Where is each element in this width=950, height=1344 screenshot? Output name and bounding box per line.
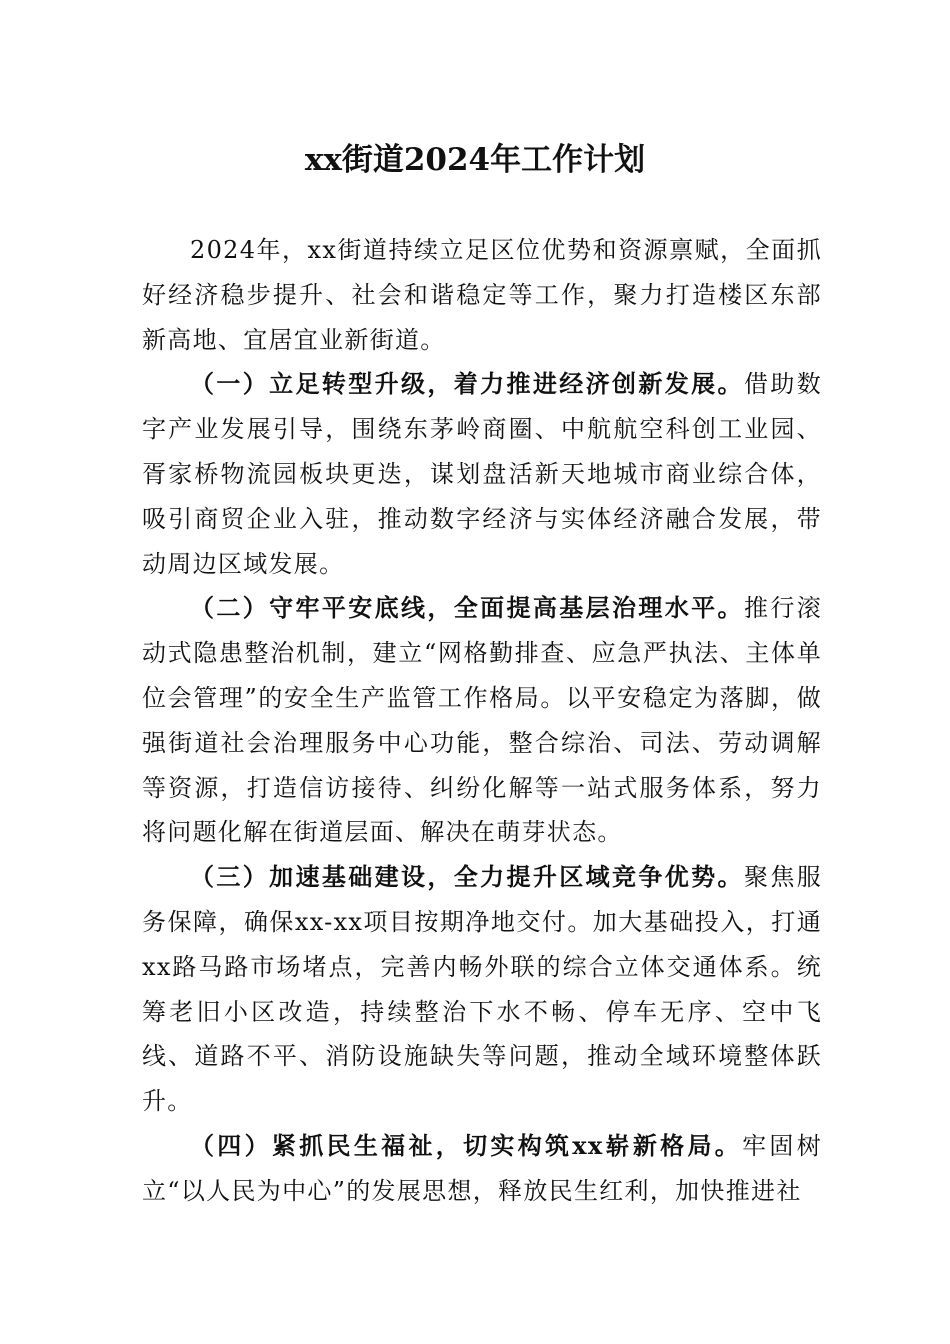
section-3-paragraph	[142, 855, 822, 1124]
intro-paragraph: 2024年，xx街道持续立足区位优势和资源禀赋，全面抓好经济稳步提升、社会和谐稳定等工作，聚力打造楼区东部新高地、宜居宜业新街道。	[142, 236, 822, 354]
document-body	[142, 228, 822, 1214]
section-2-heading: （二）守牢平安底线，全面提高基层治理水平。	[190, 593, 744, 623]
section-1-heading: （一）立足转型升级，着力推进经济创新发展。	[190, 369, 744, 399]
document-title: xx街道2024年工作计划	[304, 142, 646, 178]
section-3-heading: （三）加速基础建设，全力提升区域竞争优势。	[190, 862, 744, 892]
section-3-body: 聚焦服务保障，确保xx-xx项目按期净地交付。加大基础投入，打通xx路马路市场堵点，完善内畅外联的综合立体交通体系。统筹老旧小区改造，持续整治下水不畅、停车无序、空中飞线、道路不平、消防设施缺失等问题，推动全域环境整体跃升。	[142, 863, 822, 1116]
section-4-paragraph	[142, 1124, 822, 1214]
section-4-heading: （四）紧抓民生福祉，切实构筑xx崭新格局。	[190, 1130, 743, 1160]
section-2-body: 推行滚动式隐患整治机制，建立“网格勤排查、应急严执法、主体单位会管理”的安全生产监管工作格局。以平安稳定为落脚，做强街道社会治理服务中心功能，整合综治、司法、劳动调解等资源，打造信访接待、纠纷化解等一站式服务体系，努力将问题化解在街道层面、解决在萌芽状态。	[142, 594, 822, 847]
section-2-paragraph	[142, 586, 822, 855]
section-1-paragraph	[142, 362, 822, 586]
section-1-body: 借助数字产业发展引导，围绕东茅岭商圈、中航航空科创工业园、胥家桥物流园板块更迭，谋划盘活新天地城市商业综合体，吸引商贸企业入驻，推动数字经济与实体经济融合发展，带动周边区域发展。	[142, 370, 822, 578]
section-4-body: 牢固树立“以人民为中心”的发展思想，释放民生红利，加快推进社	[142, 1131, 822, 1205]
